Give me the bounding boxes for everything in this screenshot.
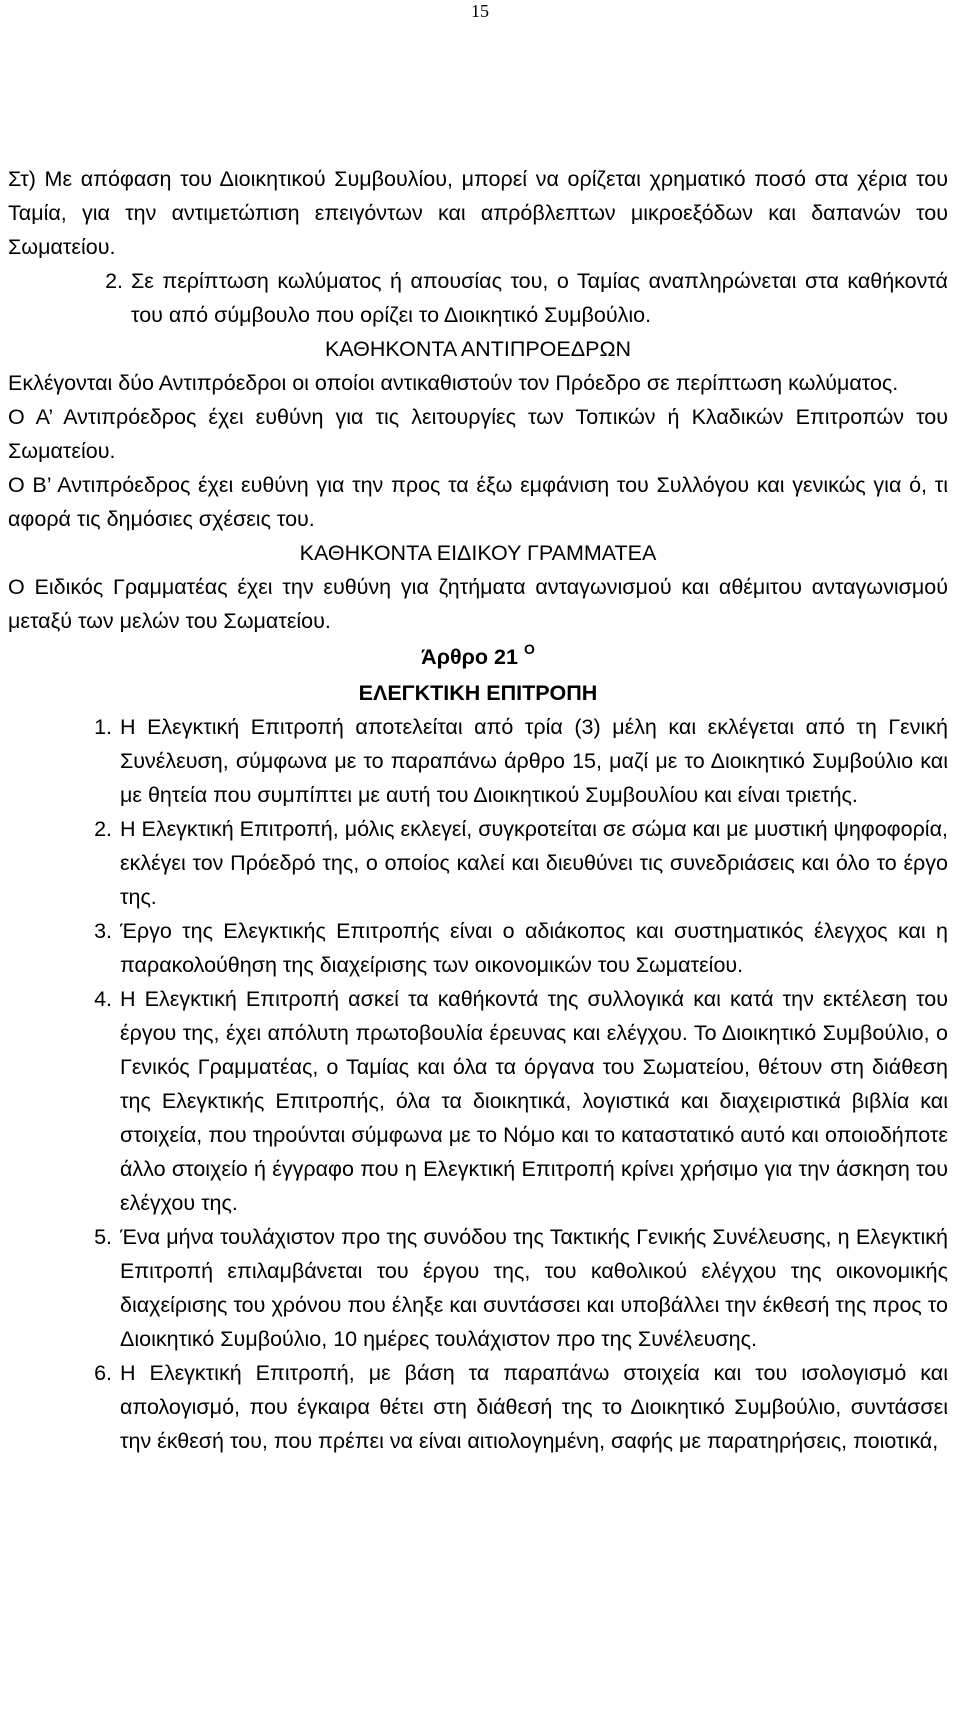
page-number: 15 (471, 1, 489, 21)
list-item-text: Η Ελεγκτική Επιτροπή, μόλις εκλεγεί, συγκροτείται σε σώμα και με μυστική ψηφοφορία, εκλέγει τον Πρόεδρό της, ο οποίος καλεί και διευθύνει τις συνεδριάσεις και όλο το έργο της. (120, 817, 948, 909)
heading-vice-presidents: ΚΑΘΗΚΟΝΤΑ ΑΝΤΙΠΡΟΕΔΡΩΝ (324, 337, 632, 361)
list-item-number: 6. (94, 1361, 112, 1385)
article-title-superscript: Ο (523, 641, 535, 657)
list-item-text: Ένα μήνα τουλάχιστον προ της συνόδου της Τακτικής Γενικής Συνέλευσης, η Ελεγκτική Επιτροπή επιλαμβάνεται του έργου της, του καθολικού ελέγχου της οικονομικής διαχείρισης του χρόνου που έληξε και συντάσσει και υποβάλλει την έκθεσή της προς το Διοικητικό Συμβούλιο, 10 ημέρες τουλάχιστον προ της Συνέλευσης. (120, 1225, 948, 1351)
article-item-4 (8, 982, 948, 1220)
list-item-number: 4. (94, 987, 112, 1011)
paragraph-vice-1: Εκλέγονται δύο Αντιπρόεδροι οι οποίοι αντικαθιστούν τον Πρόεδρο σε περίπτωση κωλύματος. (8, 371, 899, 395)
heading-special-secretary: ΚΑΘΗΚΟΝΤΑ ΕΙΔΙΚΟΥ ΓΡΑΜΜΑΤΕΑ (299, 541, 657, 565)
article-item-2 (8, 812, 948, 914)
list-item-text: Η Ελεγκτική Επιτροπή, με βάση τα παραπάνω στοιχεία και του ισολογισμό και απολογισμό, που έγκαιρα θέτει στη διάθεσή της το Διοικητικό Συμβούλιο, συντάσσει την έκθεσή του, που πρέπει να είναι αιτιολογημένη, σαφής με παρατηρήσεις, ποιοτικά, (120, 1361, 948, 1453)
paragraph-secretary: Ο Ειδικός Γραμματέας έχει την ευθύνη για ζητήματα ανταγωνισμού και αθέμιτου ανταγωνισμού μεταξύ των μελών του Σωματείου. (8, 575, 948, 633)
paragraph-vice-2: Ο Α’ Αντιπρόεδρος έχει ευθύνη για τις λειτουργίες των Τοπικών ή Κλαδικών Επιτροπών του Σωματείου. (8, 405, 948, 463)
article-item-6 (8, 1356, 948, 1458)
list-item-text: Έργο της Ελεγκτικής Επιτροπής είναι ο αδιάκοπος και συστηματικός έλεγχος και η παρακολούθηση της διαχείρισης των οικονομικών του Σωματείου. (120, 919, 948, 977)
list-item-number: 3. (94, 919, 112, 943)
article-item-5 (8, 1220, 948, 1356)
paragraph-st: Στ) Με απόφαση του Διοικητικού Συμβουλίου, μπορεί να ορίζεται χρηματικό ποσό στα χέρια του Ταμία, για την αντιμετώπιση επειγόντων και απρόβλεπτων μικροεξόδων και δαπανών του Σωματείου. (8, 167, 948, 259)
list-item-text: Σε περίπτωση κωλύματος ή απουσίας του, ο Ταμίας αναπληρώνεται στα καθήκοντά του από σύμβουλο που ορίζει το Διοικητικό Συμβούλιο. (131, 269, 948, 327)
article-title-text: Άρθρο 21 (421, 645, 518, 669)
article-item-3 (8, 914, 948, 982)
list-item-text: Η Ελεγκτική Επιτροπή ασκεί τα καθήκοντά της συλλογικά και κατά την εκτέλεση του έργου της, έχει απόλυτη πρωτοβουλία έρευνας και ελέγχου. Το Διοικητικό Συμβούλιο, ο Γενικός Γραμματέας, ο Ταμίας και όλα τα όργανα του Σωματείου, θέτουν στη διάθεση της Ελεγκτικής Επιτροπής, όλα τα διοικητικά, λογιστικά και διαχειριστικά βιβλία και στοιχεία, που τηρούνται σύμφωνα με το Νόμο και το καταστατικό αυτό και οποιοδήποτε άλλο στοιχείο ή έγγραφο που η Ελεγκτική Επιτροπή κρίνει χρήσιμο για την άσκηση του ελέγχου της. (120, 987, 948, 1215)
list-item-2 (8, 264, 948, 332)
list-item-text: Η Ελεγκτική Επιτροπή αποτελείται από τρία (3) μέλη και εκλέγεται από τη Γενική Συνέλευση, σύμφωνα με το παραπάνω άρθρο 15, μαζί με το Διοικητικό Συμβούλιο και με θητεία που συμπίπτει με αυτή του Διοικητικού Συμβουλίου και είναι τριετής. (120, 715, 948, 807)
document-body (8, 162, 948, 1458)
list-item-number: 1. (94, 715, 112, 739)
section-title: ΕΛΕΓΚΤΙΚΗ ΕΠΙΤΡΟΠΗ (358, 681, 598, 705)
article-item-1 (8, 710, 948, 812)
paragraph-vice-3: Ο Β’ Αντιπρόεδρος έχει ευθύνη για την προς τα έξω εμφάνιση του Συλλόγου και γενικώς για ό, τι αφορά τις δημόσιες σχέσεις του. (8, 473, 948, 531)
article-title (8, 638, 948, 676)
list-item-number: 2. (94, 817, 112, 841)
list-item-number: 2. (105, 269, 123, 293)
list-item-number: 5. (94, 1225, 112, 1249)
